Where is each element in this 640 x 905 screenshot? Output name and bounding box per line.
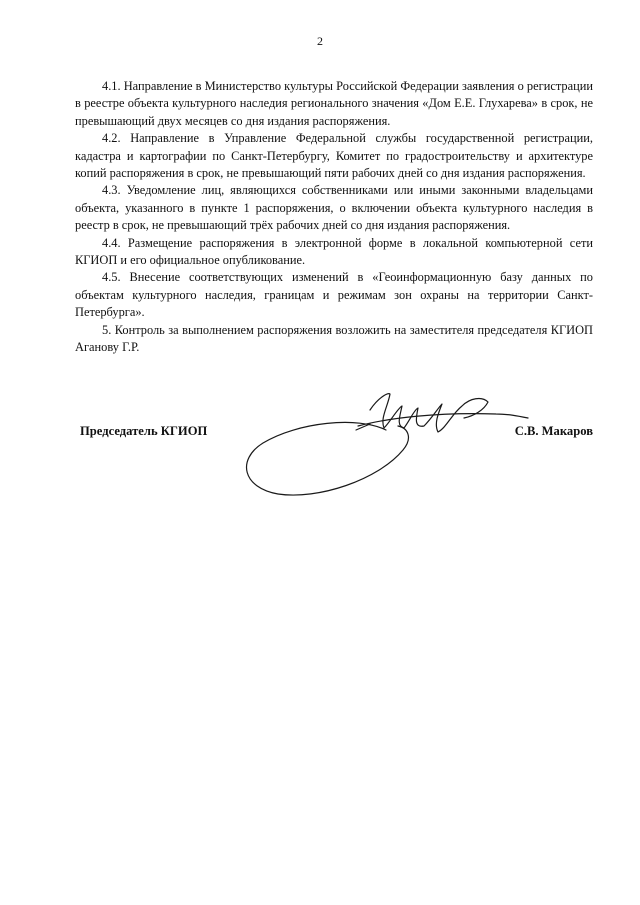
signature-block xyxy=(75,424,593,444)
signatory-title: Председатель КГИОП xyxy=(80,424,208,438)
paragraph-4-5: 4.5. Внесение соответствующих изменений в «Геоинформационную базу данных по объектам культурного наследия, границам и режимам зон охраны на территории Санкт-Петербурга». xyxy=(75,270,593,320)
paragraph-5: 5. Контроль за выполнением распоряжения возложить на заместителя председателя КГИОП Аганову Г.Р. xyxy=(75,322,593,355)
document-body xyxy=(75,78,593,357)
paragraph-4-1: 4.1. Направление в Министерство культуры Российской Федерации заявления о регистрации в реестре объекта культурного наследия регионального значения «Дом Е.Е. Глухарева» в срок, не превышающий двух месяцев со дня издания распоряжения. xyxy=(75,79,593,128)
handwritten-signature xyxy=(238,388,538,508)
signatory-name: С.В. Макаров xyxy=(514,424,593,438)
paragraph-4-3: 4.3. Уведомление лиц, являющихся собственниками или иными законными владельцами объекта, указанного в пункте 1 распоряжения, о включении объекта культурного наследия в реестр в срок, не превышающий трёх рабочих дней со дня издания распоряжения. xyxy=(75,183,593,233)
paragraph-4-2: 4.2. Направление в Управление Федеральной службы государственной регистрации, кадастра и картографии по Санкт-Петербургу, Комитет по градостроительству и архитектуре копий распоряжения в срок, не превышающий пяти рабочих дней со дня издания распоряжения. xyxy=(75,131,593,181)
paragraph-4-4: 4.4. Размещение распоряжения в электронной форме в локальной компьютерной сети КГИОП и его официальное опубликование. xyxy=(75,235,593,268)
page-number: 2 xyxy=(317,34,323,48)
